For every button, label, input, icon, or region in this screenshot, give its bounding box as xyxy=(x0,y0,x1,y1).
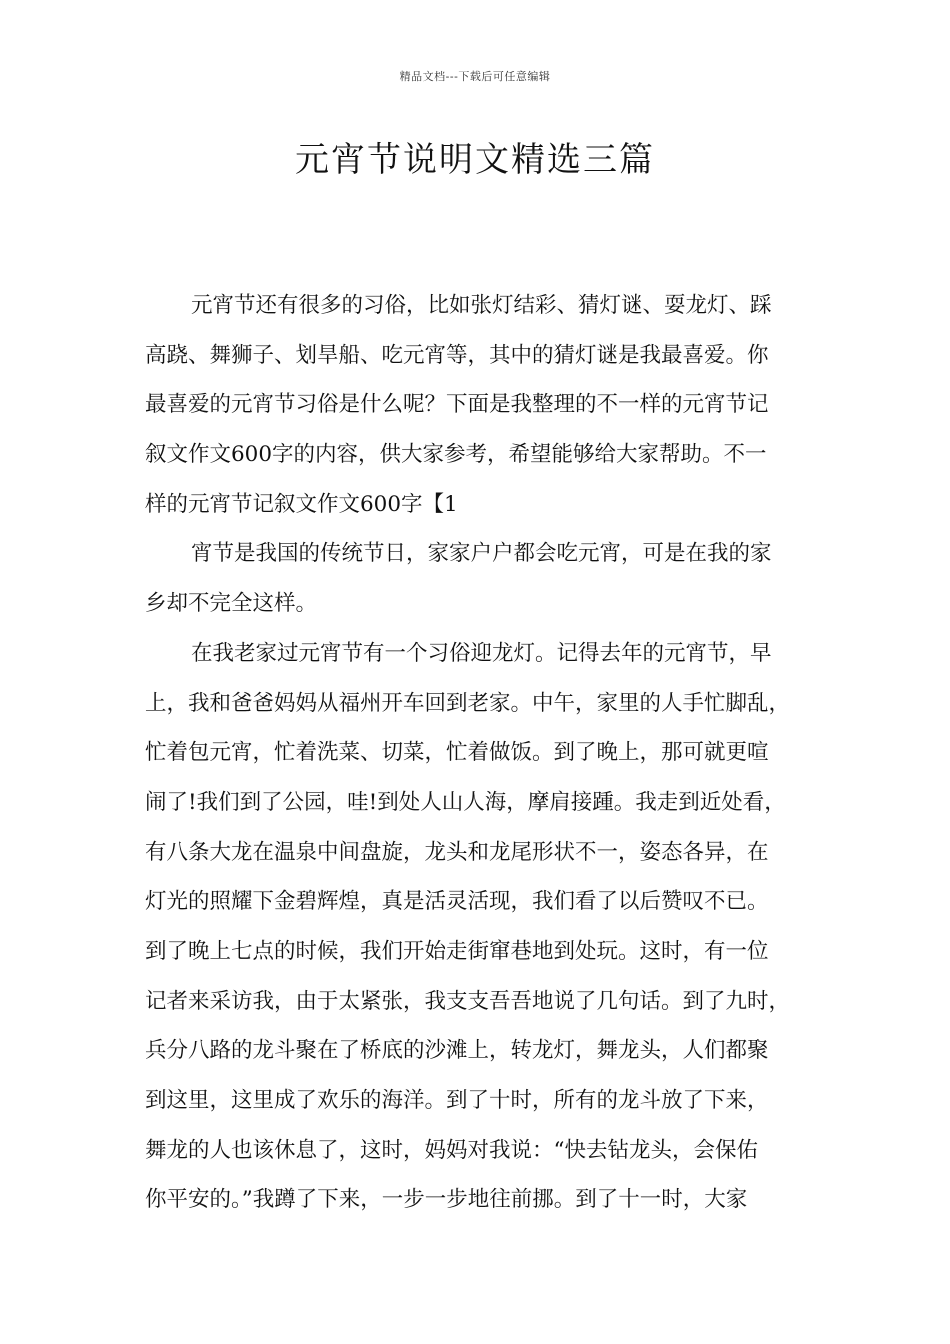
document-title: 元宵节说明文精选三篇 xyxy=(295,140,655,180)
text-line: 闹了!我们到了公园，哇!到处人山人海，摩肩接踵。我走到近处看， xyxy=(145,789,786,815)
text-line: 灯光的照耀下金碧辉煌，真是活灵活现，我们看了以后赞叹不已。 xyxy=(145,889,769,915)
text-line: 记者来采访我，由于太紧张，我支支吾吾地说了几句话。到了九时， xyxy=(145,988,791,1014)
text-line: 最喜爱的元宵节习俗是什么呢？下面是我整理的不一样的元宵节记 xyxy=(145,392,769,418)
text-line: 舞龙的人也该休息了，这时，妈妈对我说：“快去钻龙头，会保佑 xyxy=(145,1137,758,1163)
text-line: 你平安的。”我蹲了下来，一步一步地往前挪。到了十一时，大家 xyxy=(145,1187,748,1213)
header-note: 精品文档---下载后可任意编辑 xyxy=(399,70,551,83)
text-line: 在我老家过元宵节有一个习俗迎龙灯。记得去年的元宵节，早 xyxy=(191,640,772,666)
document-body xyxy=(145,281,810,1225)
text-line: 样的元宵节记叙文作文600字【1 xyxy=(145,491,458,517)
text-line: 叙文作文600字的内容，供大家参考，希望能够给大家帮助。不一 xyxy=(145,442,767,468)
text-line: 宵节是我国的传统节日，家家户户都会吃元宵，可是在我的家 xyxy=(191,541,772,567)
text-line: 到这里，这里成了欢乐的海洋。到了十时，所有的龙斗放了下来， xyxy=(145,1088,769,1113)
text-line: 有八条大龙在温泉中间盘旋，龙头和龙尾形状不一，姿态各异，在 xyxy=(145,839,769,865)
text-line: 乡却不完全这样。 xyxy=(145,591,318,617)
text-line: 到了晚上七点的时候，我们开始走街窜巷地到处玩。这时，有一位 xyxy=(145,938,769,964)
text-line: 高跷、舞狮子、划旱船、吃元宵等，其中的猜灯谜是我最喜爱。你 xyxy=(145,342,769,368)
text-line: 忙着包元宵，忙着洗菜、切菜，忙着做饭。到了晚上，那可就更喧 xyxy=(145,740,769,766)
text-line: 兵分八路的龙斗聚在了桥底的沙滩上，转龙灯，舞龙头，人们都聚 xyxy=(145,1038,769,1064)
text-line: 元宵节还有很多的习俗，比如张灯结彩、猜灯谜、耍龙灯、踩 xyxy=(191,293,772,318)
text-line: 上，我和爸爸妈妈从福州开车回到老家。中午，家里的人手忙脚乱， xyxy=(145,690,791,716)
